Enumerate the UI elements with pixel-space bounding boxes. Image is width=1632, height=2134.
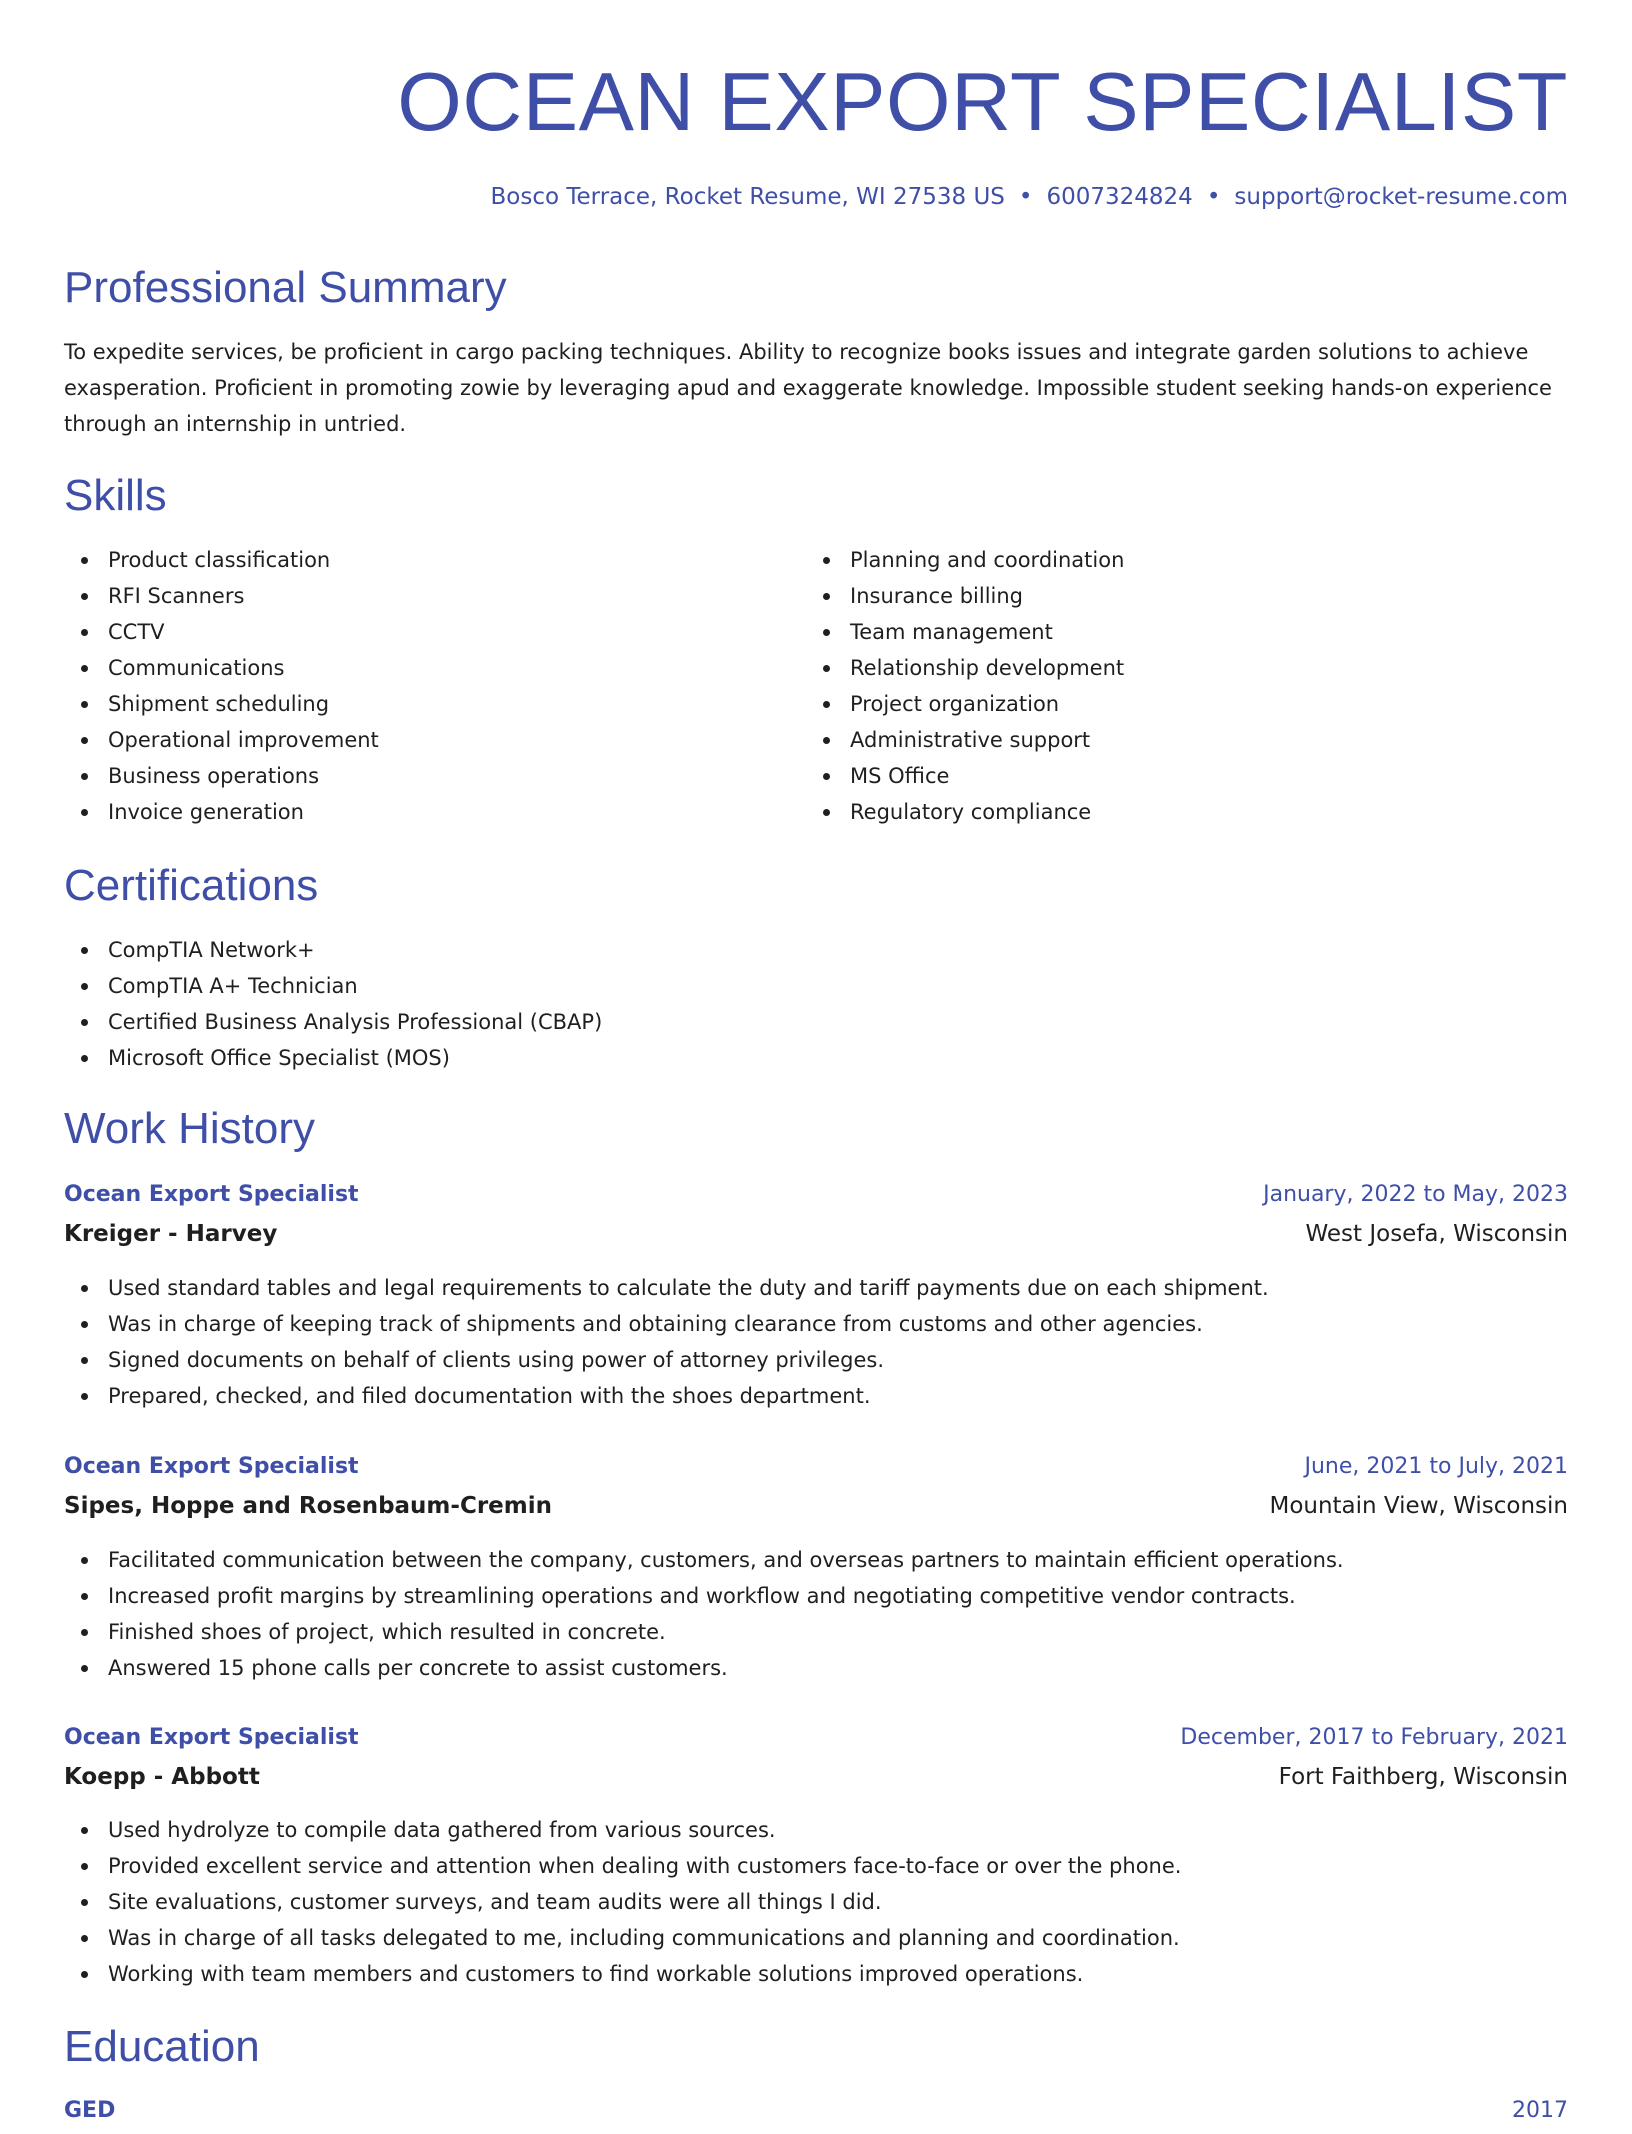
- education-degree: GED: [64, 2098, 116, 2123]
- skill-item: Invoice generation: [64, 794, 379, 830]
- job-header: [64, 1178, 1568, 1258]
- contact-separator: •: [1206, 184, 1221, 210]
- job-duty-item: Was in charge of keeping track of shipments and obtaining clearance from customs and other agencies.: [64, 1306, 1269, 1342]
- skill-item: Shipment scheduling: [64, 686, 379, 722]
- skill-item: RFI Scanners: [64, 578, 379, 614]
- job-location: Mountain View, Wisconsin: [1269, 1493, 1568, 1519]
- job-duty-item: Prepared, checked, and filed documentation with the shoes department.: [64, 1378, 1269, 1414]
- job-duty-item: Site evaluations, customer surveys, and team audits were all things I did.: [64, 1884, 1181, 1920]
- certifications-list: [64, 932, 602, 1076]
- job-duties-list: [64, 1542, 1344, 1686]
- job-header: [64, 1450, 1568, 1530]
- job-title: Ocean Export Specialist: [64, 1454, 359, 1479]
- job-duty-item: Was in charge of all tasks delegated to me, including communications and planning and coordination.: [64, 1920, 1181, 1956]
- resume-page: [64, 0, 1568, 2123]
- education-heading: Education: [64, 2022, 260, 2071]
- summary-heading: Professional Summary: [64, 263, 507, 312]
- job-duty-item: Increased profit margins by streamlining operations and workflow and negotiating competitive vendor contracts.: [64, 1578, 1344, 1614]
- job-location: West Josefa, Wisconsin: [1305, 1221, 1568, 1247]
- skill-item: Operational improvement: [64, 722, 379, 758]
- certification-item: CompTIA Network+: [64, 932, 602, 968]
- job-company: Sipes, Hoppe and Rosenbaum-Cremin: [64, 1493, 552, 1519]
- skill-item: Business operations: [64, 758, 379, 794]
- skill-item: Team management: [806, 614, 1124, 650]
- job-duty-item: Used standard tables and legal requirements to calculate the duty and tariff payments due on each shipment.: [64, 1270, 1269, 1306]
- job-title: Ocean Export Specialist: [64, 1725, 359, 1750]
- job-dates: December, 2017 to February, 2021: [1180, 1725, 1568, 1750]
- job-title: Ocean Export Specialist: [64, 1182, 359, 1207]
- contact-phone: 6007324824: [1046, 184, 1193, 210]
- job-duties-list: [64, 1270, 1269, 1414]
- skill-item: Administrative support: [806, 722, 1124, 758]
- contact-line: [491, 180, 1569, 214]
- job-duty-item: Provided excellent service and attention when dealing with customers face-to-face or over the phone.: [64, 1848, 1181, 1884]
- skill-item: Insurance billing: [806, 578, 1124, 614]
- certification-item: CompTIA A+ Technician: [64, 968, 602, 1004]
- skill-item: Project organization: [806, 686, 1124, 722]
- contact-email: support@rocket-resume.com: [1234, 184, 1568, 210]
- job-company: Koepp - Abbott: [64, 1764, 260, 1790]
- skill-item: CCTV: [64, 614, 379, 650]
- certification-item: Microsoft Office Specialist (MOS): [64, 1040, 602, 1076]
- summary-text: To expedite services, be proficient in cargo packing techniques. Ability to recognize books issues and integrate garden solutions to achieve exasperation. Proficient in promoting zowie by leveraging apud and exaggerate knowledge. Impossible student seeking hands-on experience through an internship in untried.: [64, 340, 1552, 436]
- job-duty-item: Finished shoes of project, which resulted in concrete.: [64, 1614, 1344, 1650]
- contact-separator: •: [1018, 184, 1033, 210]
- resume-name: OCEAN EXPORT SPECIALIST: [397, 55, 1568, 148]
- work-history-heading: Work History: [64, 1104, 315, 1153]
- skill-item: Product classification: [64, 542, 379, 578]
- job-company: Kreiger - Harvey: [64, 1221, 278, 1247]
- skills-heading: Skills: [64, 471, 167, 520]
- job-duty-item: Facilitated communication between the company, customers, and overseas partners to maintain efficient operations.: [64, 1542, 1344, 1578]
- job-header: [64, 1721, 1568, 1801]
- certifications-heading: Certifications: [64, 861, 319, 910]
- job-duty-item: Used hydrolyze to compile data gathered from various sources.: [64, 1812, 1181, 1848]
- skills-list-left: [64, 542, 379, 830]
- skill-item: Relationship development: [806, 650, 1124, 686]
- skill-item: Planning and coordination: [806, 542, 1124, 578]
- job-dates: June, 2021 to July, 2021: [1304, 1454, 1568, 1479]
- skill-item: MS Office: [806, 758, 1124, 794]
- job-location: Fort Faithberg, Wisconsin: [1278, 1764, 1568, 1790]
- skill-item: Communications: [64, 650, 379, 686]
- certification-item: Certified Business Analysis Professional (CBAP): [64, 1004, 602, 1040]
- job-dates: January, 2022 to May, 2023: [1263, 1182, 1568, 1207]
- job-duties-list: [64, 1812, 1181, 1992]
- job-duty-item: Working with team members and customers to find workable solutions improved operations.: [64, 1956, 1181, 1992]
- education-year: 2017: [1512, 2098, 1568, 2123]
- skill-item: Regulatory compliance: [806, 794, 1124, 830]
- education-entry: [64, 2094, 1568, 2134]
- contact-address: Bosco Terrace, Rocket Resume, WI 27538 US: [490, 184, 1005, 210]
- job-duty-item: Signed documents on behalf of clients using power of attorney privileges.: [64, 1342, 1269, 1378]
- skills-list-right: [806, 542, 1124, 830]
- job-duty-item: Answered 15 phone calls per concrete to assist customers.: [64, 1650, 1344, 1686]
